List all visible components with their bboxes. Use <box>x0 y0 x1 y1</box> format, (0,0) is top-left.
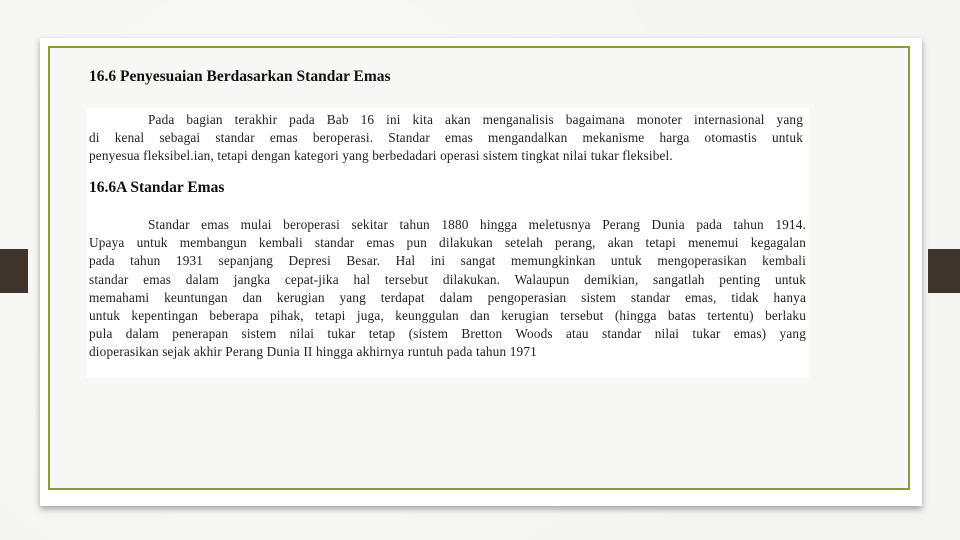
section-heading-16-6a: 16.6A Standar Emas <box>89 179 225 196</box>
paragraph-line: Standar emas mulai beroperasi sekitar tahun 1880 hingga meletusnya Perang Dunia pada tahun 1914. <box>148 217 806 232</box>
paragraph-line: pula dalam penerapan sistem nilai tukar tetap (sistem Bretton Woods atau standar nilai tukar emas) yang <box>89 326 806 342</box>
paragraph-line: pada tahun 1931 sepanjang Depresi Besar. Hal ini sangat memungkinkan untuk mengoperasikan kembali <box>89 253 806 269</box>
paragraph-line: di kenal sebagai standar emas beroperasi. Standar emas mengandalkan mekanisme harga otomastis untuk <box>89 130 803 146</box>
paragraph-line: dioperasikan sejak akhir Perang Dunia II hingga akhirnya runtuh pada tahun 1971 <box>89 344 537 360</box>
right-decorative-tab <box>928 249 960 293</box>
paragraph-gold-standard <box>89 216 806 362</box>
paragraph-line: Pada bagian terakhir pada Bab 16 ini kita akan menganalisis bagaimana monoter internasional yang <box>148 112 803 127</box>
paragraph-line: penyesua fleksibel.ian, tetapi dengan kategori yang berbedadari operasi sistem tingkat nilai tukar fleksibel. <box>89 148 673 164</box>
left-decorative-tab <box>0 249 28 293</box>
paragraph-line: memahami keuntungan dan kerugian yang terdapat dalam pengoperasian sistem standar emas, tidak hanya <box>89 289 806 305</box>
section-heading-16-6: 16.6 Penyesuaian Berdasarkan Standar Emas <box>89 68 391 85</box>
paragraph-introduction <box>89 111 803 166</box>
paragraph-line: Upaya untuk membangun kembali standar emas pun dilakukan setelah perang, akan tetapi menemui kegagalan <box>89 235 806 251</box>
paragraph-line: untuk kepentingan beberapa pihak, tetapi juga, keunggulan dan kerugian tersebut (hingga batas tertentu) berlaku <box>89 307 806 323</box>
paragraph-line: standar emas dalam jangka cepat-jika hal tersebut dilakukan. Walaupun demikian, sangatlah penting untuk <box>89 271 806 287</box>
